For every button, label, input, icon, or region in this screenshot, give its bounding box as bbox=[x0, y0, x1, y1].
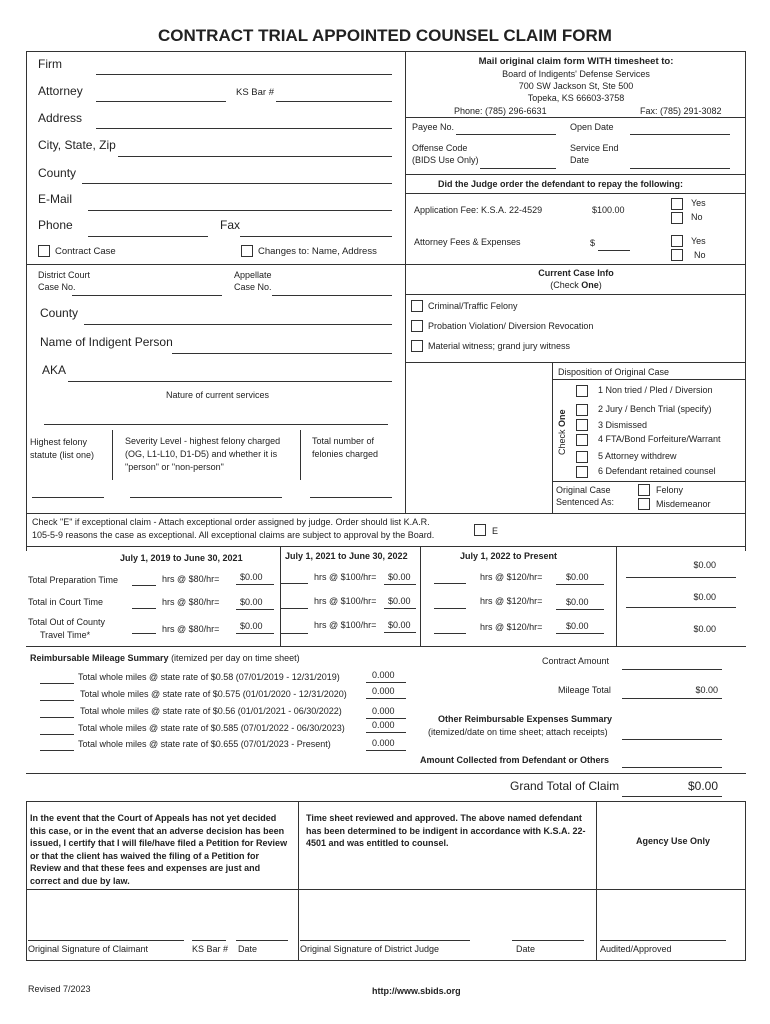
witness-checkbox[interactable] bbox=[411, 340, 423, 352]
dispo-3-label: 3 Dismissed bbox=[598, 420, 648, 430]
judge-question: Did the Judge order the defendant to repay the following: bbox=[438, 179, 684, 189]
judge-signature-field[interactable] bbox=[300, 940, 470, 941]
mail-line-3: Topeka, KS 66603-3758 bbox=[527, 93, 625, 103]
court-val-2: $0.00 bbox=[388, 596, 411, 606]
bids-phone: Phone: (785) 296-6631 bbox=[454, 106, 547, 116]
frame-top bbox=[26, 51, 746, 52]
dispo-1-label: 1 Non tried / Pled / Diversion bbox=[598, 385, 713, 395]
app-fee-yes-checkbox[interactable] bbox=[671, 198, 683, 210]
disposition-title-line bbox=[552, 379, 746, 380]
disposition-title: Disposition of Original Case bbox=[558, 367, 670, 377]
travel-val-2: $0.00 bbox=[388, 620, 411, 630]
app-fee-label: Application Fee: K.S.A. 22-4529 bbox=[414, 205, 543, 215]
aka-label: AKA bbox=[42, 363, 67, 377]
travel-rate-1: hrs @ $80/hr= bbox=[162, 624, 220, 634]
claimant-signature-field[interactable] bbox=[28, 940, 184, 941]
sentenced-label-1: Original Case bbox=[556, 485, 611, 495]
grand-total-line bbox=[622, 796, 722, 797]
dispo-5-checkbox[interactable] bbox=[576, 451, 588, 463]
claimant-ksbar-field[interactable] bbox=[192, 940, 226, 941]
witness-label: Material witness; grand jury witness bbox=[428, 341, 571, 351]
miles-2-val-line bbox=[366, 698, 406, 699]
miles-1-val-line bbox=[366, 682, 406, 683]
collected-field[interactable] bbox=[622, 767, 722, 768]
travel-val-3-line bbox=[556, 633, 604, 634]
court-val-2-line bbox=[384, 608, 416, 609]
offense-label-2: (BIDS Use Only) bbox=[412, 155, 479, 165]
judge-signature-label: Original Signature of District Judge bbox=[300, 944, 440, 954]
court-val-3: $0.00 bbox=[566, 597, 589, 607]
offense-field[interactable] bbox=[480, 168, 556, 169]
court-val-1-line bbox=[236, 609, 274, 610]
miles-1-field[interactable] bbox=[40, 683, 74, 684]
check-one-note: (Check One) bbox=[550, 280, 602, 290]
mail-line-2: 700 SW Jackson St, Ste 500 bbox=[518, 81, 634, 91]
travel-val-1: $0.00 bbox=[240, 621, 263, 631]
appellate-case-field[interactable] bbox=[272, 295, 392, 296]
exceptional-divider bbox=[26, 513, 746, 514]
other-expenses-title: Other Reimbursable Expenses Summary bbox=[438, 714, 613, 724]
claimant-date-field[interactable] bbox=[236, 940, 288, 941]
highest-felony-field[interactable] bbox=[32, 497, 104, 498]
court-hrs-1[interactable] bbox=[132, 608, 156, 609]
cert-frame-left bbox=[26, 801, 27, 961]
prep-rate-1: hrs @ $80/hr= bbox=[162, 574, 220, 584]
misdemeanor-label: Misdemeanor bbox=[656, 499, 711, 509]
travel-total: $0.00 bbox=[693, 624, 716, 634]
atty-fees-field[interactable] bbox=[598, 250, 630, 251]
payee-label: Payee No. bbox=[412, 122, 455, 132]
total-felonies-label-1: Total number of bbox=[312, 436, 375, 446]
cert-left-text: In the event that the Court of Appeals has not yet decided this case, or in the event that an adverse decision has been issued, I certify that I will file/have filed a Petition for Review or that the client has waived the filing of a Petition for Review and that these fees and expenses are just and correct and due by law. bbox=[30, 813, 288, 886]
ks-bar-field[interactable] bbox=[276, 101, 392, 102]
prep-val-1-line bbox=[236, 584, 274, 585]
cert-col-divider-2 bbox=[596, 801, 597, 961]
audited-label: Audited/Approved bbox=[600, 944, 672, 954]
prep-val-2-line bbox=[384, 584, 416, 585]
changes-checkbox[interactable] bbox=[241, 245, 253, 257]
open-date-field[interactable] bbox=[630, 134, 730, 135]
audited-field[interactable] bbox=[600, 940, 726, 941]
court-hrs-3[interactable] bbox=[434, 608, 466, 609]
mail-title: Mail original claim form WITH timesheet to: bbox=[478, 56, 674, 67]
atty-fees-yes-checkbox[interactable] bbox=[671, 235, 683, 247]
prep-total: $0.00 bbox=[693, 560, 716, 570]
appellate-case-label: Case No. bbox=[234, 282, 272, 292]
sentenced-label-2: Sentenced As: bbox=[556, 497, 615, 507]
attorney-field[interactable] bbox=[96, 101, 226, 102]
miles-5-field[interactable] bbox=[40, 750, 74, 751]
dispo-4-checkbox[interactable] bbox=[576, 434, 588, 446]
prep-hrs-2[interactable] bbox=[280, 583, 308, 584]
court-rate-2: hrs @ $100/hr= bbox=[314, 596, 377, 606]
county-field[interactable] bbox=[82, 183, 392, 184]
service-end-label-1: Service End bbox=[570, 143, 619, 153]
travel-rate-3: hrs @ $120/hr= bbox=[480, 622, 543, 632]
period-2-header: July 1, 2021 to June 30, 2022 bbox=[285, 551, 408, 561]
judge-date-field[interactable] bbox=[512, 940, 584, 941]
dispo-1-checkbox[interactable] bbox=[576, 385, 588, 397]
ks-bar-label: KS Bar # bbox=[236, 87, 275, 98]
felony-checkbox[interactable] bbox=[638, 484, 650, 496]
crim-label: Criminal/Traffic Felony bbox=[428, 301, 518, 311]
nature-label: Nature of current services bbox=[166, 390, 270, 400]
miles-3-field[interactable] bbox=[40, 717, 74, 718]
county-label: County bbox=[38, 166, 77, 180]
grand-total-val: $0.00 bbox=[687, 779, 718, 793]
exceptional-checkbox[interactable] bbox=[474, 524, 486, 536]
total-felonies-label-2: felonies charged bbox=[312, 449, 379, 459]
mileage-title: Reimbursable Mileage Summary (itemized per day on time sheet) bbox=[30, 653, 300, 663]
severity-label-3: "person" or "non-person" bbox=[125, 462, 224, 472]
exceptional-e-label: E bbox=[492, 526, 499, 536]
city-field[interactable] bbox=[118, 156, 392, 157]
mileage-total-val: $0.00 bbox=[695, 685, 718, 695]
travel-val-2-line bbox=[384, 632, 416, 633]
atty-fees-yes-label: Yes bbox=[691, 236, 706, 246]
sentenced-divider bbox=[552, 481, 746, 482]
severity-field[interactable] bbox=[130, 497, 282, 498]
probation-checkbox[interactable] bbox=[411, 320, 423, 332]
prep-rate-3: hrs @ $120/hr= bbox=[480, 572, 543, 582]
miles-2-label: Total whole miles @ state rate of $0.575 (01/01/2020 - 12/31/2020) bbox=[80, 689, 347, 699]
current-case-title: Current Case Info bbox=[538, 268, 614, 278]
time-divider bbox=[26, 546, 746, 547]
miles-4-field[interactable] bbox=[40, 734, 74, 735]
frame-left bbox=[26, 51, 27, 551]
dispo-5-label: 5 Attorney withdrew bbox=[598, 451, 677, 461]
service-end-label-2: Date bbox=[570, 155, 590, 165]
severity-label-1: Severity Level - highest felony charged bbox=[125, 436, 281, 446]
form-title: CONTRACT TRIAL APPOINTED COUNSEL CLAIM FORM bbox=[158, 26, 612, 45]
travel-hrs-3[interactable] bbox=[434, 633, 466, 634]
agency-use-only: Agency Use Only bbox=[636, 836, 711, 846]
prep-val-1: $0.00 bbox=[240, 572, 263, 582]
probation-label: Probation Violation/ Diversion Revocation bbox=[428, 321, 594, 331]
travel-rate-2: hrs @ $100/hr= bbox=[314, 620, 377, 630]
felony-label: Felony bbox=[656, 485, 684, 495]
collected-label: Amount Collected from Defendant or Others bbox=[420, 755, 610, 765]
court-rate-1: hrs @ $80/hr= bbox=[162, 597, 220, 607]
travel-time-label-2: Travel Time* bbox=[40, 630, 91, 640]
miles-1-val: 0.000 bbox=[372, 670, 395, 680]
payee-field[interactable] bbox=[456, 134, 556, 135]
court-val-1: $0.00 bbox=[240, 597, 263, 607]
miles-1-label: Total whole miles @ state rate of $0.58 (07/01/2019 - 12/31/2019) bbox=[78, 672, 340, 682]
district-court-label: District Court bbox=[38, 270, 91, 280]
address-label: Address bbox=[38, 111, 83, 125]
miles-3-val-line bbox=[366, 718, 406, 719]
mileage-divider bbox=[26, 646, 746, 647]
prep-val-3-line bbox=[556, 584, 604, 585]
claimant-ksbar-label: KS Bar # bbox=[192, 944, 229, 954]
cert-col-divider-1 bbox=[298, 801, 299, 961]
miles-4-label: Total whole miles @ state rate of $0.585 (07/01/2022 - 06/30/2023) bbox=[78, 723, 345, 733]
cert-frame-right bbox=[745, 801, 746, 961]
dispo-4-label: 4 FTA/Bond Forfeiture/Warrant bbox=[598, 434, 721, 444]
district-case-field[interactable] bbox=[72, 295, 222, 296]
changes-label: Changes to: Name, Address bbox=[258, 246, 377, 257]
felony-divider-1 bbox=[112, 430, 113, 480]
miles-5-val-line bbox=[366, 750, 406, 751]
prep-hrs-1[interactable] bbox=[132, 585, 156, 586]
period-3-header: July 1, 2022 to Present bbox=[460, 551, 558, 561]
highest-felony-label: Highest felony bbox=[30, 437, 88, 447]
travel-val-1-line bbox=[236, 633, 274, 634]
section-divider-1 bbox=[26, 264, 405, 265]
contract-case-label: Contract Case bbox=[55, 246, 116, 257]
travel-hrs-2[interactable] bbox=[280, 633, 308, 634]
app-fee-no-label: No bbox=[691, 212, 703, 222]
district-case-label: Case No. bbox=[38, 282, 76, 292]
court-total-line bbox=[626, 607, 736, 608]
time-col-divider-2 bbox=[420, 546, 421, 646]
prep-val-3: $0.00 bbox=[566, 572, 589, 582]
attorney-label: Attorney bbox=[38, 84, 83, 98]
court-total: $0.00 bbox=[693, 592, 716, 602]
email-label: E-Mail bbox=[38, 192, 73, 206]
crim-checkbox[interactable] bbox=[411, 300, 423, 312]
service-end-field[interactable] bbox=[630, 168, 730, 169]
judge-date-label: Date bbox=[516, 944, 536, 954]
address-field[interactable] bbox=[96, 128, 392, 129]
revised-date: Revised 7/2023 bbox=[28, 984, 91, 994]
miles-5-val: 0.000 bbox=[372, 738, 395, 748]
app-fee-amount: $100.00 bbox=[592, 205, 625, 215]
firm-label: Firm bbox=[38, 57, 62, 71]
miles-3-label: Total whole miles @ state rate of $0.56 (01/01/2021 - 06/30/2022) bbox=[80, 706, 342, 716]
open-date-label: Open Date bbox=[570, 122, 614, 132]
mileage-total-label: Mileage Total bbox=[558, 685, 611, 695]
judge-divider-top bbox=[406, 174, 746, 175]
prep-hrs-3[interactable] bbox=[434, 583, 466, 584]
miles-2-field[interactable] bbox=[40, 700, 74, 701]
atty-fees-dollar: $ bbox=[590, 238, 596, 248]
appellate-label: Appellate bbox=[234, 270, 272, 280]
highest-statute-label: statute (list one) bbox=[30, 450, 95, 460]
indigent-label: Name of Indigent Person bbox=[40, 335, 173, 349]
total-felonies-field[interactable] bbox=[310, 497, 392, 498]
exceptional-line-2: 105-5-9 reasons the case as exceptional. All exceptional claims are subject to approval by the Board. bbox=[32, 530, 435, 540]
current-case-divider bbox=[406, 264, 746, 265]
mail-divider bbox=[406, 117, 746, 118]
miles-5-label: Total whole miles @ state rate of $0.655 (07/01/2023 - Present) bbox=[78, 739, 331, 749]
other-expenses-sub: (itemized/date on time sheet; attach receipts) bbox=[428, 727, 608, 737]
phone-field[interactable] bbox=[88, 236, 208, 237]
contract-case-checkbox[interactable] bbox=[38, 245, 50, 257]
prep-total-line bbox=[626, 577, 736, 578]
time-col-divider-1 bbox=[280, 546, 281, 646]
county2-field[interactable] bbox=[84, 324, 392, 325]
court-time-label: Total in Court Time bbox=[28, 597, 104, 607]
signature-divider bbox=[26, 889, 746, 890]
prep-rate-2: hrs @ $100/hr= bbox=[314, 572, 377, 582]
phone-label: Phone bbox=[38, 218, 73, 232]
frame-bottom bbox=[26, 960, 746, 961]
dispo-2-label: 2 Jury / Bench Trial (specify) bbox=[598, 404, 712, 414]
frame-right bbox=[745, 51, 746, 551]
travel-val-3: $0.00 bbox=[566, 621, 589, 631]
email-field[interactable] bbox=[88, 210, 392, 211]
fax-field[interactable] bbox=[240, 236, 392, 237]
offense-label-1: Offense Code bbox=[412, 143, 468, 153]
court-rate-3: hrs @ $120/hr= bbox=[480, 596, 543, 606]
dispo-6-label: 6 Defendant retained counsel bbox=[598, 466, 716, 476]
current-case-divider-2 bbox=[406, 294, 746, 295]
fax-label: Fax bbox=[220, 218, 241, 232]
mail-line-1: Board of Indigents' Defense Services bbox=[502, 69, 650, 79]
court-hrs-2[interactable] bbox=[280, 608, 308, 609]
indigent-field[interactable] bbox=[172, 353, 392, 354]
app-fee-no-checkbox[interactable] bbox=[671, 212, 683, 224]
check-one-vertical: Check One bbox=[557, 409, 567, 455]
claimant-signature-label: Original Signature of Claimant bbox=[28, 944, 149, 954]
other-expenses-field[interactable] bbox=[622, 739, 722, 740]
travel-time-label: Total Out of County bbox=[28, 617, 106, 627]
atty-fees-no-checkbox[interactable] bbox=[671, 249, 683, 261]
felony-divider-2 bbox=[300, 430, 301, 480]
disposition-divider bbox=[406, 362, 746, 363]
nature-field[interactable] bbox=[44, 424, 388, 425]
atty-fees-no-label: No bbox=[694, 250, 706, 260]
bids-fax: Fax: (785) 291-3082 bbox=[640, 106, 722, 116]
website-link[interactable]: http://www.sbids.org bbox=[372, 986, 461, 996]
time-col-divider-3 bbox=[616, 546, 617, 646]
contract-amount-label: Contract Amount bbox=[542, 656, 610, 666]
grand-total-label: Grand Total of Claim bbox=[510, 779, 620, 793]
miles-4-val: 0.000 bbox=[372, 720, 395, 730]
disposition-box-left bbox=[552, 362, 553, 513]
grand-total-divider bbox=[26, 773, 746, 774]
miles-3-val: 0.000 bbox=[372, 706, 395, 716]
firm-field[interactable] bbox=[96, 74, 392, 75]
cert-middle-text: Time sheet reviewed and approved. The above named defendant has been determined to be indigent in accordance with K.S.A. 22-4501 and was entitled to counsel. bbox=[306, 813, 586, 848]
aka-field[interactable] bbox=[68, 381, 392, 382]
judge-divider-bottom bbox=[406, 193, 746, 194]
atty-fees-label: Attorney Fees & Expenses bbox=[414, 237, 521, 247]
dispo-3-checkbox[interactable] bbox=[576, 419, 588, 431]
travel-hrs-1[interactable] bbox=[132, 633, 156, 634]
prep-time-label: Total Preparation Time bbox=[28, 575, 119, 585]
county2-label: County bbox=[40, 306, 79, 320]
prep-val-2: $0.00 bbox=[388, 572, 411, 582]
exceptional-line-1: Check "E" if exceptional claim - Attach exceptional order assigned by judge. Order should list K.A.R. bbox=[32, 517, 430, 527]
court-val-3-line bbox=[556, 609, 604, 610]
mileage-total-line bbox=[622, 698, 722, 699]
dispo-2-checkbox[interactable] bbox=[576, 404, 588, 416]
claimant-date-label: Date bbox=[238, 944, 258, 954]
city-label: City, State, Zip bbox=[38, 138, 116, 152]
app-fee-yes-label: Yes bbox=[691, 198, 706, 208]
cert-divider bbox=[26, 801, 746, 802]
miles-4-val-line bbox=[366, 732, 406, 733]
contract-amount-field[interactable] bbox=[622, 669, 722, 670]
misdemeanor-checkbox[interactable] bbox=[638, 498, 650, 510]
period-1-header: July 1, 2019 to June 30, 2021 bbox=[120, 553, 243, 563]
dispo-6-checkbox[interactable] bbox=[576, 466, 588, 478]
severity-label-2: (OG, L1-L10, D1-D5) and whether it is bbox=[125, 449, 278, 459]
miles-2-val: 0.000 bbox=[372, 686, 395, 696]
